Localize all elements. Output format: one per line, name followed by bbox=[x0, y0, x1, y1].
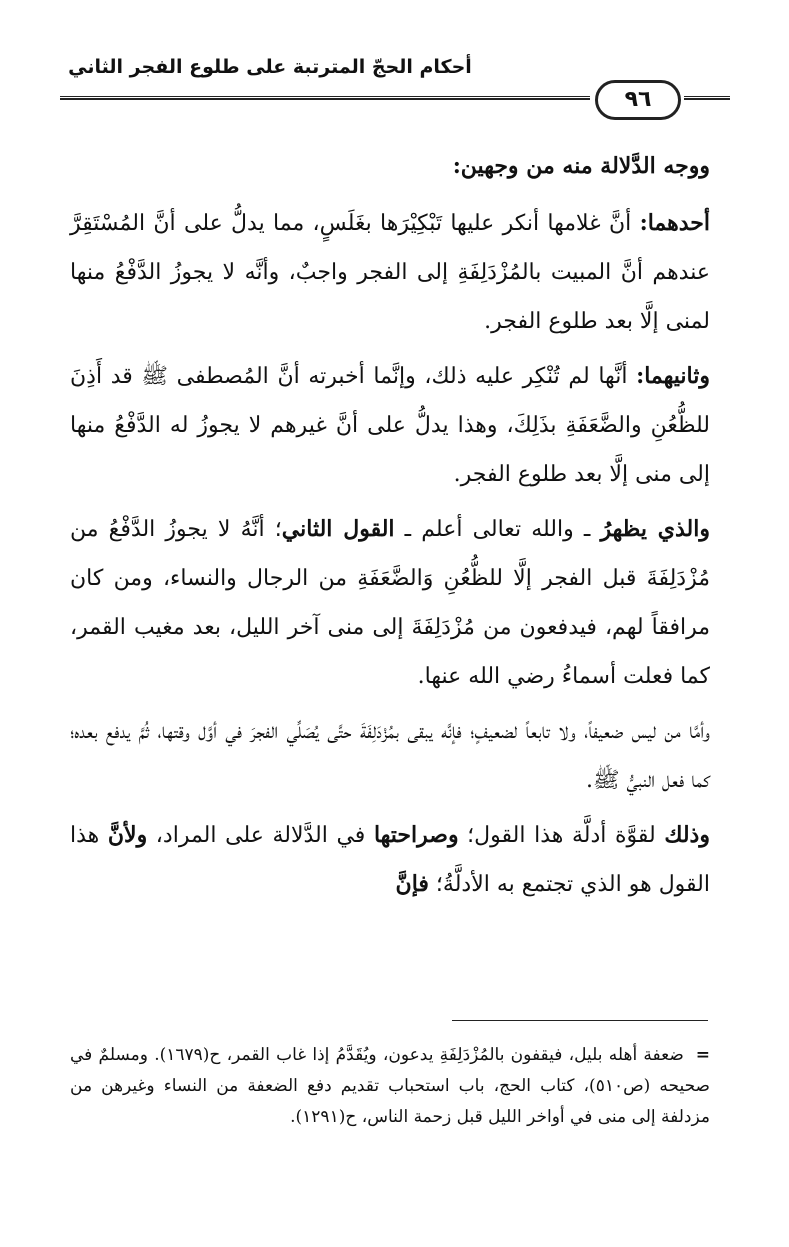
paragraph-not-weak bbox=[70, 707, 710, 805]
reason-text-c: هذا القول هو الذي تجتمع به الأدلَّةُ؛ bbox=[70, 823, 710, 897]
second-opinion-label: القول الثاني bbox=[281, 516, 395, 542]
paragraph-second-aspect bbox=[70, 352, 710, 499]
first-aspect-label: أحدهما: bbox=[639, 210, 710, 236]
header-rule bbox=[60, 96, 590, 100]
section-heading: ووجه الدَّلالة منه من وجهين: bbox=[452, 153, 710, 179]
reason-label-4: فإنَّ bbox=[395, 871, 429, 897]
reason-text-b: في الدَّلالة على المراد، bbox=[147, 823, 374, 848]
reason-label-3: ولأنَّ bbox=[107, 822, 148, 848]
footnotes bbox=[70, 1040, 710, 1133]
footnote-text: ضعفة أهله بليل، فيقفون بالمُزْدَلِفَةِ يدعون، ويُقَدَّمُ إذا غاب القمر، ح(١٦٧٩). ومسلمٌ في صحيحه (ص٥١٠)، كتاب الحج، باب استحباب تقديم دفع الضعفة من النساء وغيرهن من مزدلفة إلى منى في أواخر الليل قبل زحمة الناس، ح(١٢٩١). bbox=[70, 1045, 710, 1127]
second-aspect-label: وثانيهما: bbox=[636, 363, 710, 389]
preferred-text: ؛ أنَّهُ لا يجوزُ الدَّفْعُ من مُزْدَلِفَةَ قبل الفجر إلَّا للظُّعُنِ وَالضَّعَفَةِ من الرجال والنساء، ومن كان مرافقاً لهم، فيدفعون من مُزْدَلِفَةَ إلى منى آخر الليل، بعد مغيب القمر، كما فعلت أسماءُ رضي الله عنها. bbox=[70, 517, 710, 689]
paragraph-first-aspect bbox=[70, 199, 710, 346]
paragraph-preferred-opinion bbox=[70, 505, 710, 701]
running-title: أحكام الحجّ المترتبة على طلوع الفجر الثاني bbox=[68, 56, 472, 78]
not-weak-text: وأمَّا من ليس ضعيفاً، ولا تابعاً لضعيفٍ؛ فإنَّه يبقى بمُزْدَلِفَةَ حتَّى يُصَلِّي الفجرَ في أوَّل وقتها، ثُمَّ يدفع بعده؛ كما فعل النبيُّ ﷺ. bbox=[70, 719, 710, 793]
paragraph-reasons bbox=[70, 811, 710, 909]
header-rule-short bbox=[684, 96, 730, 100]
page-number: ٩٦ bbox=[595, 80, 681, 120]
reason-text-a: لقوَّة أدلَّة هذا القول؛ bbox=[458, 823, 665, 848]
first-aspect-text: أنَّ غلامها أنكر عليها تَبْكِيْرَها بغَلَسٍ، مما يدلُّ على أنَّ المُسْتَقِرَّ عندهم أنَّ المبيت بالمُزْدَلِفَةِ إلى الفجر واجبٌ، وأنَّه لا يجوزُ الدَّفْعُ منها لمنى إلَّا بعد طلوع الفجر. bbox=[70, 211, 710, 334]
second-aspect-text: أنَّها لم تُنْكِر عليه ذلك، وإنَّما أخبرته أنَّ المُصطفى ﷺ قد أَذِنَ للظُّعُنِ والضَّعَفَةِ بذَلِكَ، وهذا يدلُّ على أنَّ غيرهم لا يجوزُ له الدَّفْعُ منها إلى منى إلَّا بعد طلوع الفجر. bbox=[70, 364, 710, 487]
reason-label-2: وصراحتها bbox=[373, 822, 459, 848]
preferred-label: والذي يظهرُ bbox=[600, 516, 710, 542]
footnote-continuation-mark: = bbox=[695, 1045, 711, 1065]
body-text bbox=[70, 142, 710, 909]
footnote-separator bbox=[452, 1020, 708, 1021]
reason-label-1: وذلك bbox=[664, 822, 710, 848]
preferred-mid: ـ والله تعالى أعلم ـ bbox=[394, 517, 601, 542]
